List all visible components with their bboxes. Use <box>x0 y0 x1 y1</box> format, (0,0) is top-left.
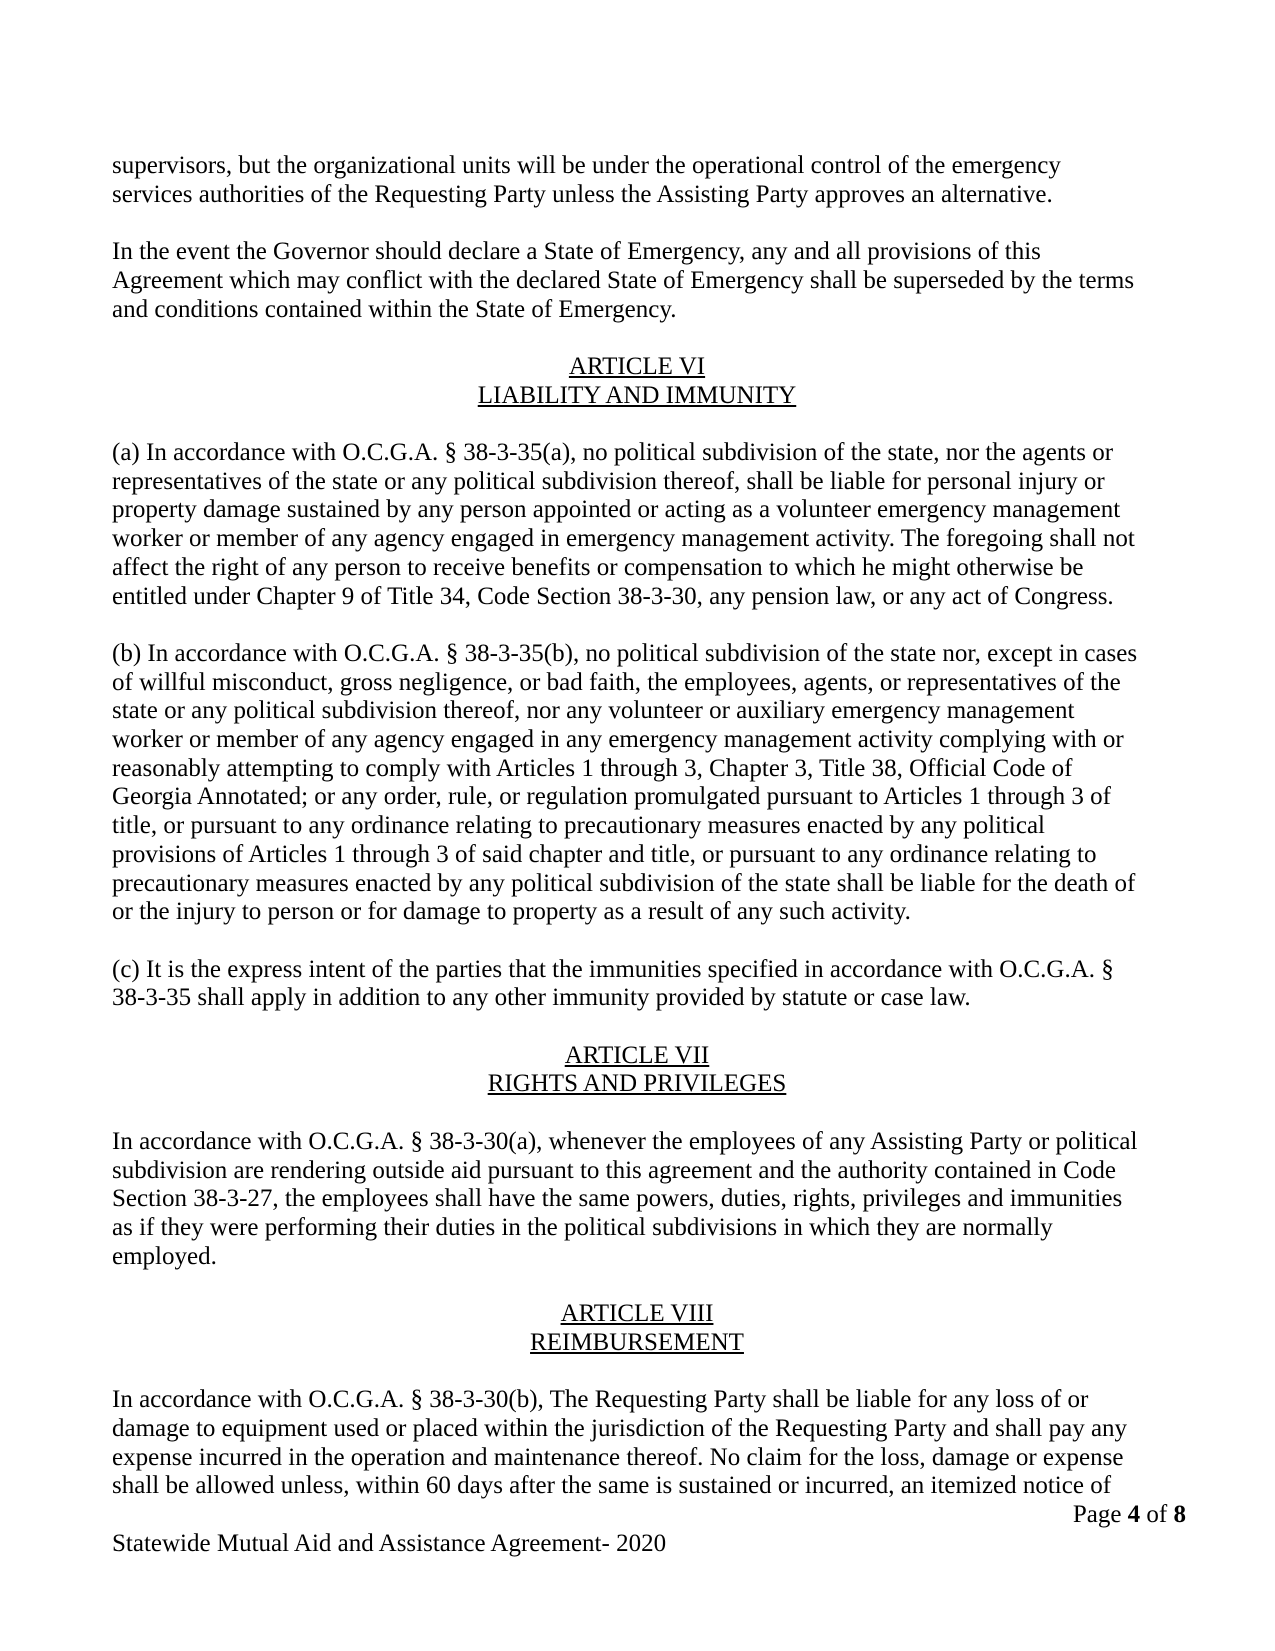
body-paragraph <box>112 152 1162 209</box>
text-line: In the event the Governor should declare a State of Emergency, any and all provisions of this <box>112 238 1041 266</box>
article-heading-viii <box>112 1300 1162 1357</box>
body-paragraph <box>112 439 1162 611</box>
text-line: and conditions contained within the State of Emergency. <box>112 295 677 323</box>
text-line: subdivision are rendering outside aid pursuant to this agreement and the authority contained in Code <box>112 1156 1116 1184</box>
text-line: as if they were performing their duties in the political subdivisions in which they are normally <box>112 1213 1053 1241</box>
current-page-number: 4 <box>1127 1500 1141 1528</box>
article-number-line: ARTICLE VI <box>568 352 706 380</box>
page-of-label: of <box>1146 1500 1168 1528</box>
text-line: entitled under Chapter 9 of Title 34, Code Section 38-3-30, any pension law, or any act of Congress. <box>112 582 1114 610</box>
text-line: 38-3-35 shall apply in addition to any other immunity provided by statute or case law. <box>112 984 971 1012</box>
text-line: worker or member of any agency engaged in any emergency management activity complying with or <box>112 726 1124 753</box>
text-line: supervisors, but the organizational units will be under the operational control of the emergency <box>112 152 1061 179</box>
page-label: Page <box>1072 1500 1122 1528</box>
article-heading-vii <box>112 1042 1162 1099</box>
total-page-number: 8 <box>1173 1500 1186 1528</box>
text-line: (c) It is the express intent of the parties that the immunities specified in accordance with O.C.G.A. § <box>112 955 1114 983</box>
text-line: representatives of the state or any political subdivision thereof, shall be liable for personal injury or <box>112 467 1105 495</box>
body-paragraph <box>112 956 1162 1013</box>
text-line: worker or member of any agency engaged in emergency management activity. The foregoing shall not <box>112 525 1135 553</box>
text-line: precautionary measures enacted by any political subdivision of the state shall be liable for the death of <box>112 869 1136 897</box>
text-line: provisions of Articles 1 through 3 of said chapter and title, or pursuant to any ordinance relating to <box>112 840 1097 868</box>
body-paragraph <box>112 1128 1162 1272</box>
article-number-line: ARTICLE VIII <box>560 1300 714 1327</box>
text-line: property damage sustained by any person appointed or acting as a volunteer emergency management <box>112 496 1121 524</box>
text-line: expense incurred in the operation and maintenance thereof. No claim for the loss, damage or expense <box>112 1443 1124 1471</box>
article-title-line: RIGHTS AND PRIVILEGES <box>487 1070 787 1098</box>
footer-document-title: Statewide Mutual Aid and Assistance Agreement- 2020 <box>112 1529 667 1557</box>
body-paragraph <box>112 640 1162 927</box>
text-line: reasonably attempting to comply with Articles 1 through 3, Chapter 3, Title 38, Official Code of <box>112 754 1073 782</box>
text-line: Section 38-3-27, the employees shall have the same powers, duties, rights, privileges and immunities <box>112 1185 1123 1213</box>
page-number-indicator <box>112 1501 1186 1530</box>
text-line: Agreement which may conflict with the declared State of Emergency shall be superseded by the terms <box>112 266 1135 294</box>
text-line: Georgia Annotated; or any order, rule, or regulation promulgated pursuant to Articles 1 through 3 of <box>112 783 1111 811</box>
article-heading-vi <box>112 353 1162 410</box>
text-line: In accordance with O.C.G.A. § 38-3-30(b), The Requesting Party shall be liable for any loss of or <box>112 1386 1089 1414</box>
text-line: damage to equipment used or placed within the jurisdiction of the Requesting Party and shall pay any <box>112 1414 1128 1442</box>
body-paragraph <box>112 1386 1162 1501</box>
article-title-line: REIMBURSEMENT <box>530 1328 744 1356</box>
article-number-line: ARTICLE VII <box>564 1041 710 1069</box>
text-line: employed. <box>112 1242 217 1270</box>
article-title-line: LIABILITY AND IMMUNITY <box>477 381 797 409</box>
text-line: (b) In accordance with O.C.G.A. § 38-3-35(b), no political subdivision of the state nor, except in cases <box>112 639 1138 667</box>
body-paragraph <box>112 238 1162 324</box>
text-line: state or any political subdivision thereof, nor any volunteer or auxiliary emergency management <box>112 697 1075 725</box>
text-line: (a) In accordance with O.C.G.A. § 38-3-35(a), no political subdivision of the state, nor the agents or <box>112 438 1114 466</box>
text-line: title, or pursuant to any ordinance relating to precautionary measures enacted by any political <box>112 812 1045 840</box>
text-line: services authorities of the Requesting Party unless the Assisting Party approves an alternative. <box>112 180 1053 208</box>
text-line: shall be allowed unless, within 60 days after the same is sustained or incurred, an itemized notice of <box>112 1472 1112 1500</box>
text-line: In accordance with O.C.G.A. § 38-3-30(a), whenever the employees of any Assisting Party or political <box>112 1127 1138 1155</box>
text-line: of willful misconduct, gross negligence, or bad faith, the employees, agents, or representatives of the <box>112 668 1121 696</box>
text-line: or the injury to person or for damage to property as a result of any such activity. <box>112 898 911 926</box>
text-line: affect the right of any person to receive benefits or compensation to which he might otherwise be <box>112 553 1084 581</box>
